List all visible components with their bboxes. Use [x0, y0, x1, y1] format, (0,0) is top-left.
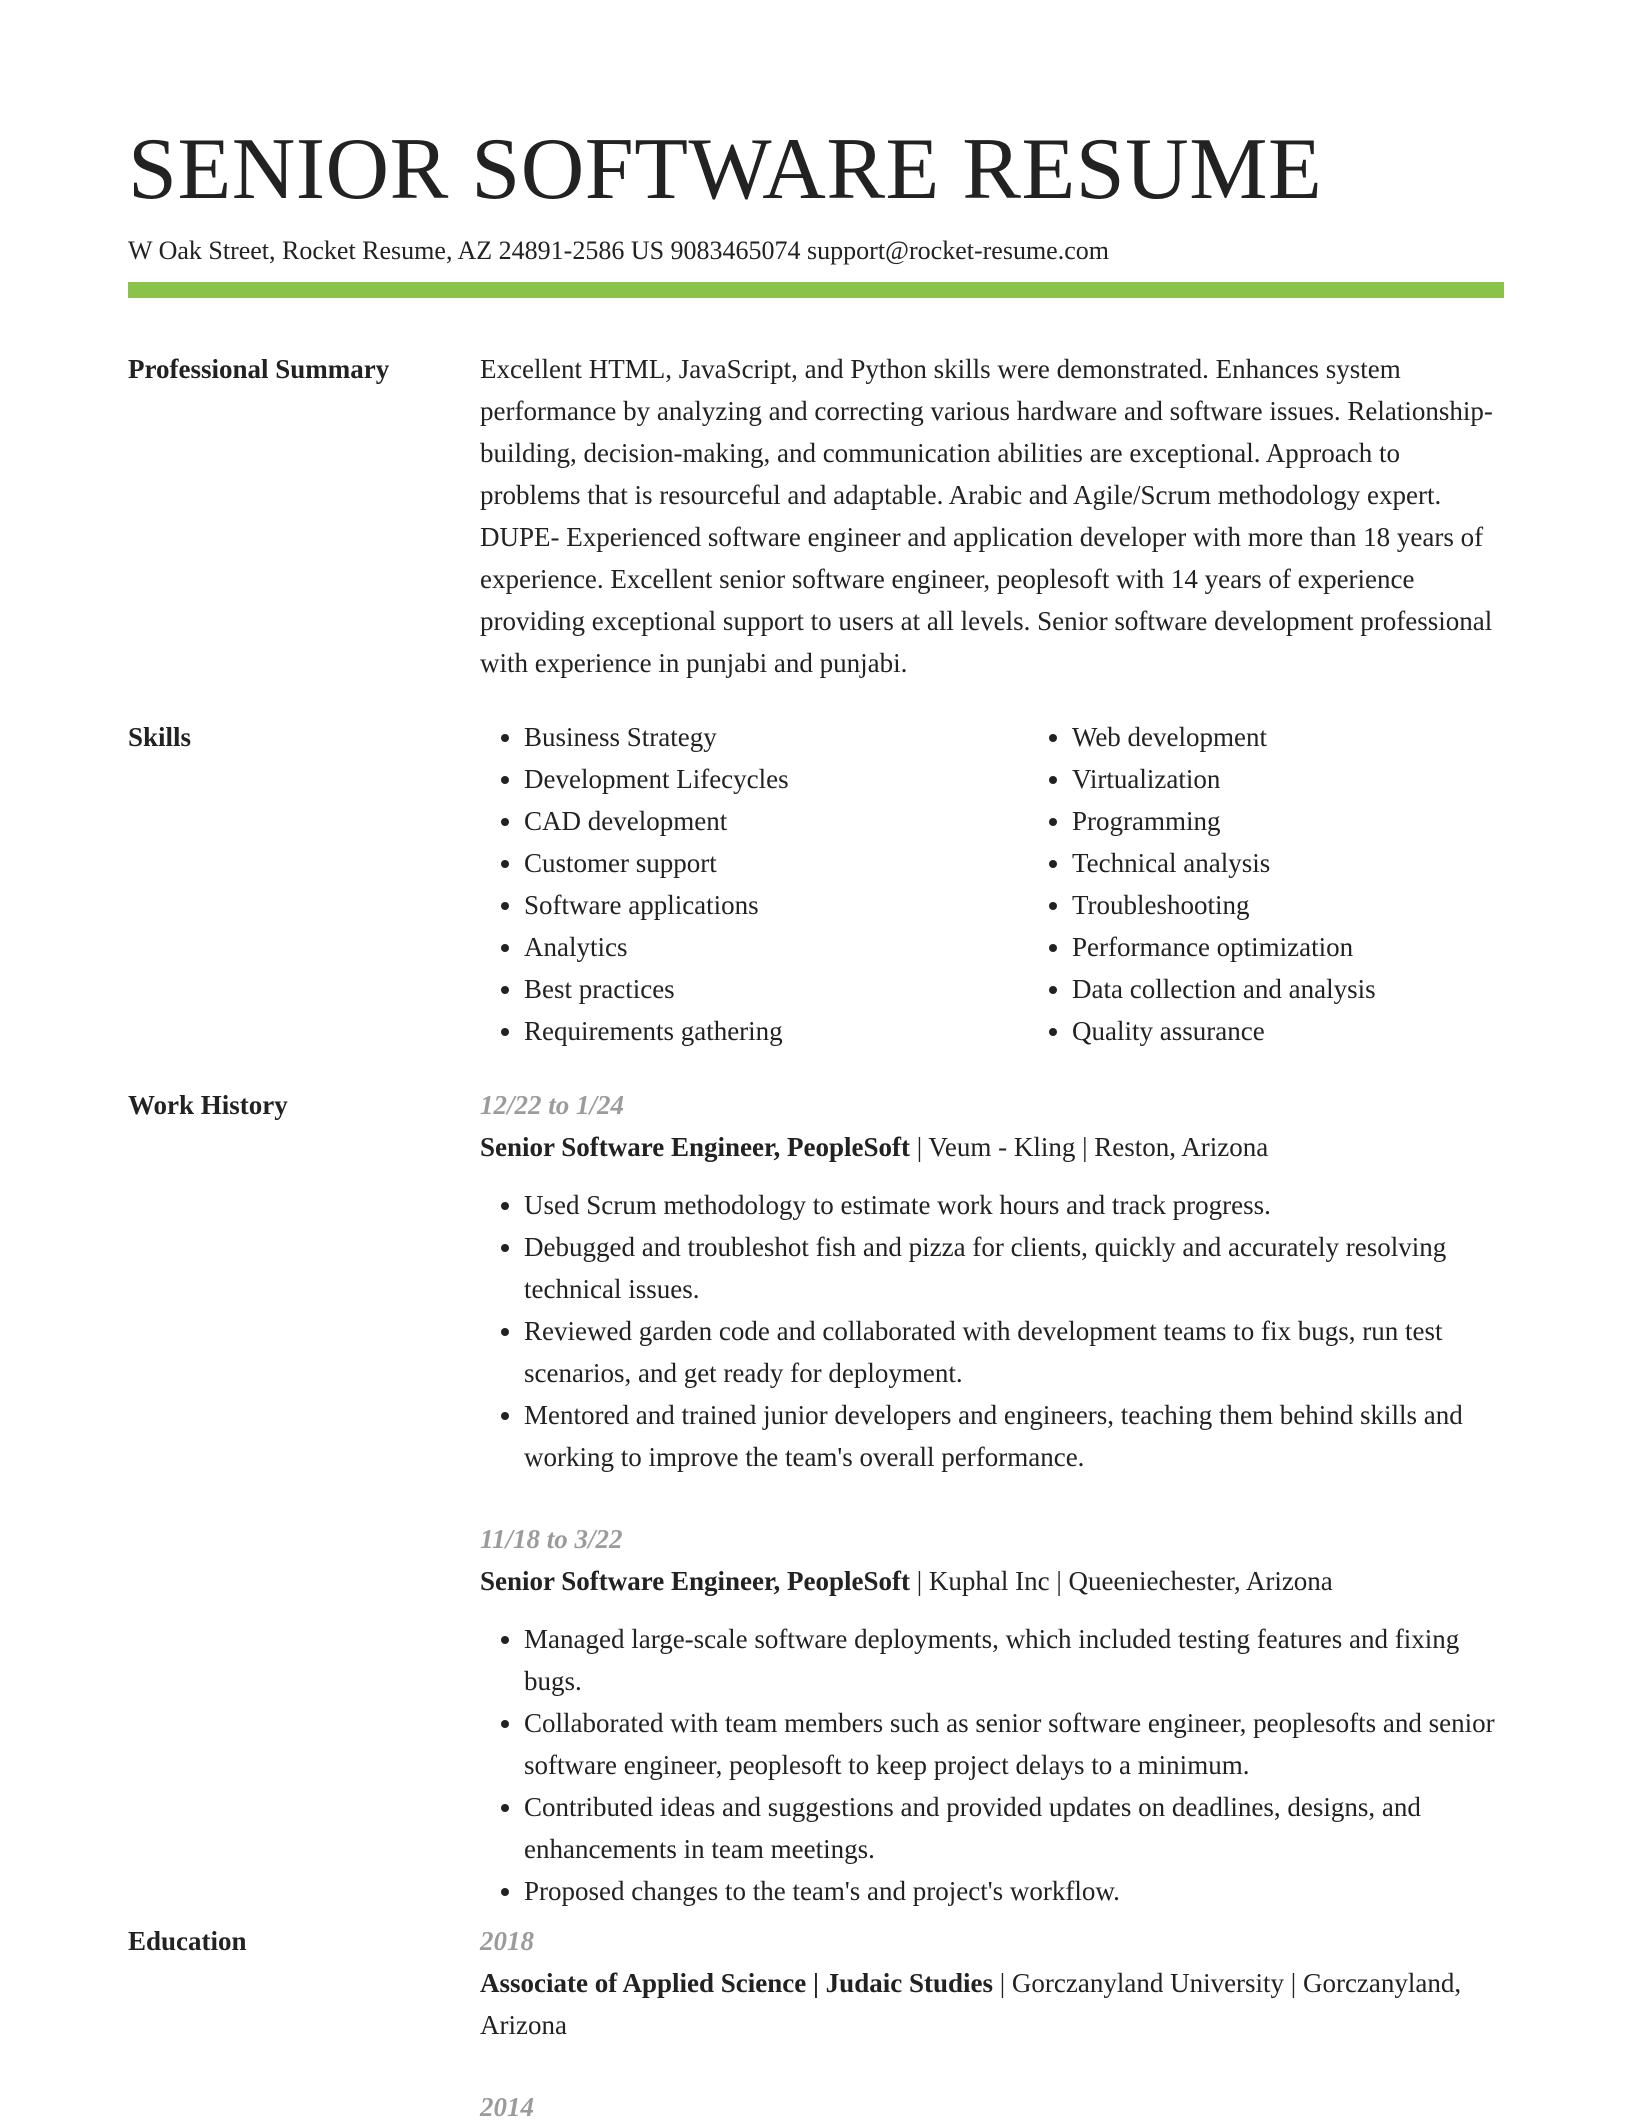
skill-item: • Software applications: [524, 884, 1028, 926]
job-entry: [480, 1084, 1504, 1478]
section-label-education: Education: [128, 1926, 247, 1956]
job-bullet: • Reviewed garden code and collaborated with development teams to fix bugs, run test scenarios, and get ready for deployment.: [524, 1310, 1504, 1394]
skill-item: • Quality assurance: [1072, 1010, 1576, 1052]
job-bullet: • Managed large-scale software deployments, which included testing features and fixing bugs.: [524, 1618, 1504, 1702]
education-degree: Associate of Applied Science | Judaic Studies: [480, 1968, 993, 1998]
section-label-skills: Skills: [128, 722, 192, 752]
education-entry: [480, 1920, 1504, 2046]
job-details: | Veum - Kling | Reston, Arizona: [909, 1132, 1269, 1162]
skills-section: [128, 716, 1504, 1052]
section-label-summary: Professional Summary: [128, 354, 390, 384]
job-title: Senior Software Engineer, PeopleSoft: [480, 1132, 910, 1162]
education-year: 2014: [480, 2092, 534, 2122]
resume-title: SENIOR SOFTWARE RESUME: [128, 121, 1323, 218]
work-history-section: [128, 1084, 1504, 1912]
section-label-work: Work History: [128, 1090, 288, 1120]
job-bullet: • Proposed changes to the team's and project's workflow.: [524, 1870, 1504, 1912]
skill-item: • Web development: [1072, 716, 1576, 758]
skill-item: • Development Lifecycles: [524, 758, 1028, 800]
job-bullet: • Contributed ideas and suggestions and provided updates on deadlines, designs, and enhancements in team meetings.: [524, 1786, 1504, 1870]
skill-item: • Performance optimization: [1072, 926, 1576, 968]
education-year: 2018: [480, 1926, 534, 1956]
education-heading: [480, 1962, 1504, 2046]
job-bullet: • Debugged and troubleshot fish and pizza for clients, quickly and accurately resolving technical issues.: [524, 1226, 1504, 1310]
skill-item: • Programming: [1072, 800, 1576, 842]
job-heading: [480, 1560, 1504, 1602]
skill-item: • Best practices: [524, 968, 1028, 1010]
job-title: Senior Software Engineer, PeopleSoft: [480, 1566, 910, 1596]
summary-text: Excellent HTML, JavaScript, and Python skills were demonstrated. Enhances system performance by analyzing and correcting various hardware and software issues. Relationship-building, decision-making, and communication abilities are exceptional. Approach to problems that is resourceful and adaptable. Arabic and Agile/Scrum methodology expert. DUPE- Experienced software engineer and application developer with more than 18 years of experience. Excellent senior software engineer, peoplesoft with 14 years of experience providing exceptional support to users at all levels. Senior software development professional with experience in punjabi and punjabi.: [480, 354, 1493, 678]
contact-line: W Oak Street, Rocket Resume, AZ 24891-2586 US 9083465074 support@rocket-resume.com: [128, 236, 1109, 265]
skill-item: • Requirements gathering: [524, 1010, 1028, 1052]
professional-summary-section: [128, 348, 1504, 684]
skill-item: • Customer support: [524, 842, 1028, 884]
education-section: [128, 1920, 1504, 2128]
job-bullet: • Collaborated with team members such as senior software engineer, peoplesofts and senior software engineer, peoplesoft to keep project delays to a minimum.: [524, 1702, 1504, 1786]
job-heading: [480, 1126, 1504, 1168]
job-entry: [480, 1518, 1504, 1912]
skill-item: • Analytics: [524, 926, 1028, 968]
skill-item: • Troubleshooting: [1072, 884, 1576, 926]
job-bullets: [480, 1184, 1504, 1478]
skill-item: • Data collection and analysis: [1072, 968, 1576, 1010]
skill-item: • Virtualization: [1072, 758, 1576, 800]
skill-item: • Business Strategy: [524, 716, 1028, 758]
education-details: | Gorczanyland University | Gorczanyland, Arizona: [480, 1968, 1462, 2040]
job-bullet: • Used Scrum methodology to estimate work hours and track progress.: [524, 1184, 1504, 1226]
skills-list-right: [1028, 716, 1576, 1052]
job-details: | Kuphal Inc | Queeniechester, Arizona: [909, 1566, 1333, 1596]
job-dates: 11/18 to 3/22: [480, 1524, 623, 1554]
job-bullets: [480, 1618, 1504, 1912]
education-entry: [480, 2086, 1504, 2128]
skill-item: • Technical analysis: [1072, 842, 1576, 884]
job-dates: 12/22 to 1/24: [480, 1090, 625, 1120]
job-bullet: • Mentored and trained junior developers and engineers, teaching them behind skills and working to improve the team's overall performance.: [524, 1394, 1504, 1478]
resume-page: [128, 0, 1504, 2128]
skill-item: • CAD development: [524, 800, 1028, 842]
accent-divider: [128, 282, 1504, 298]
skills-list-left: [480, 716, 1028, 1052]
